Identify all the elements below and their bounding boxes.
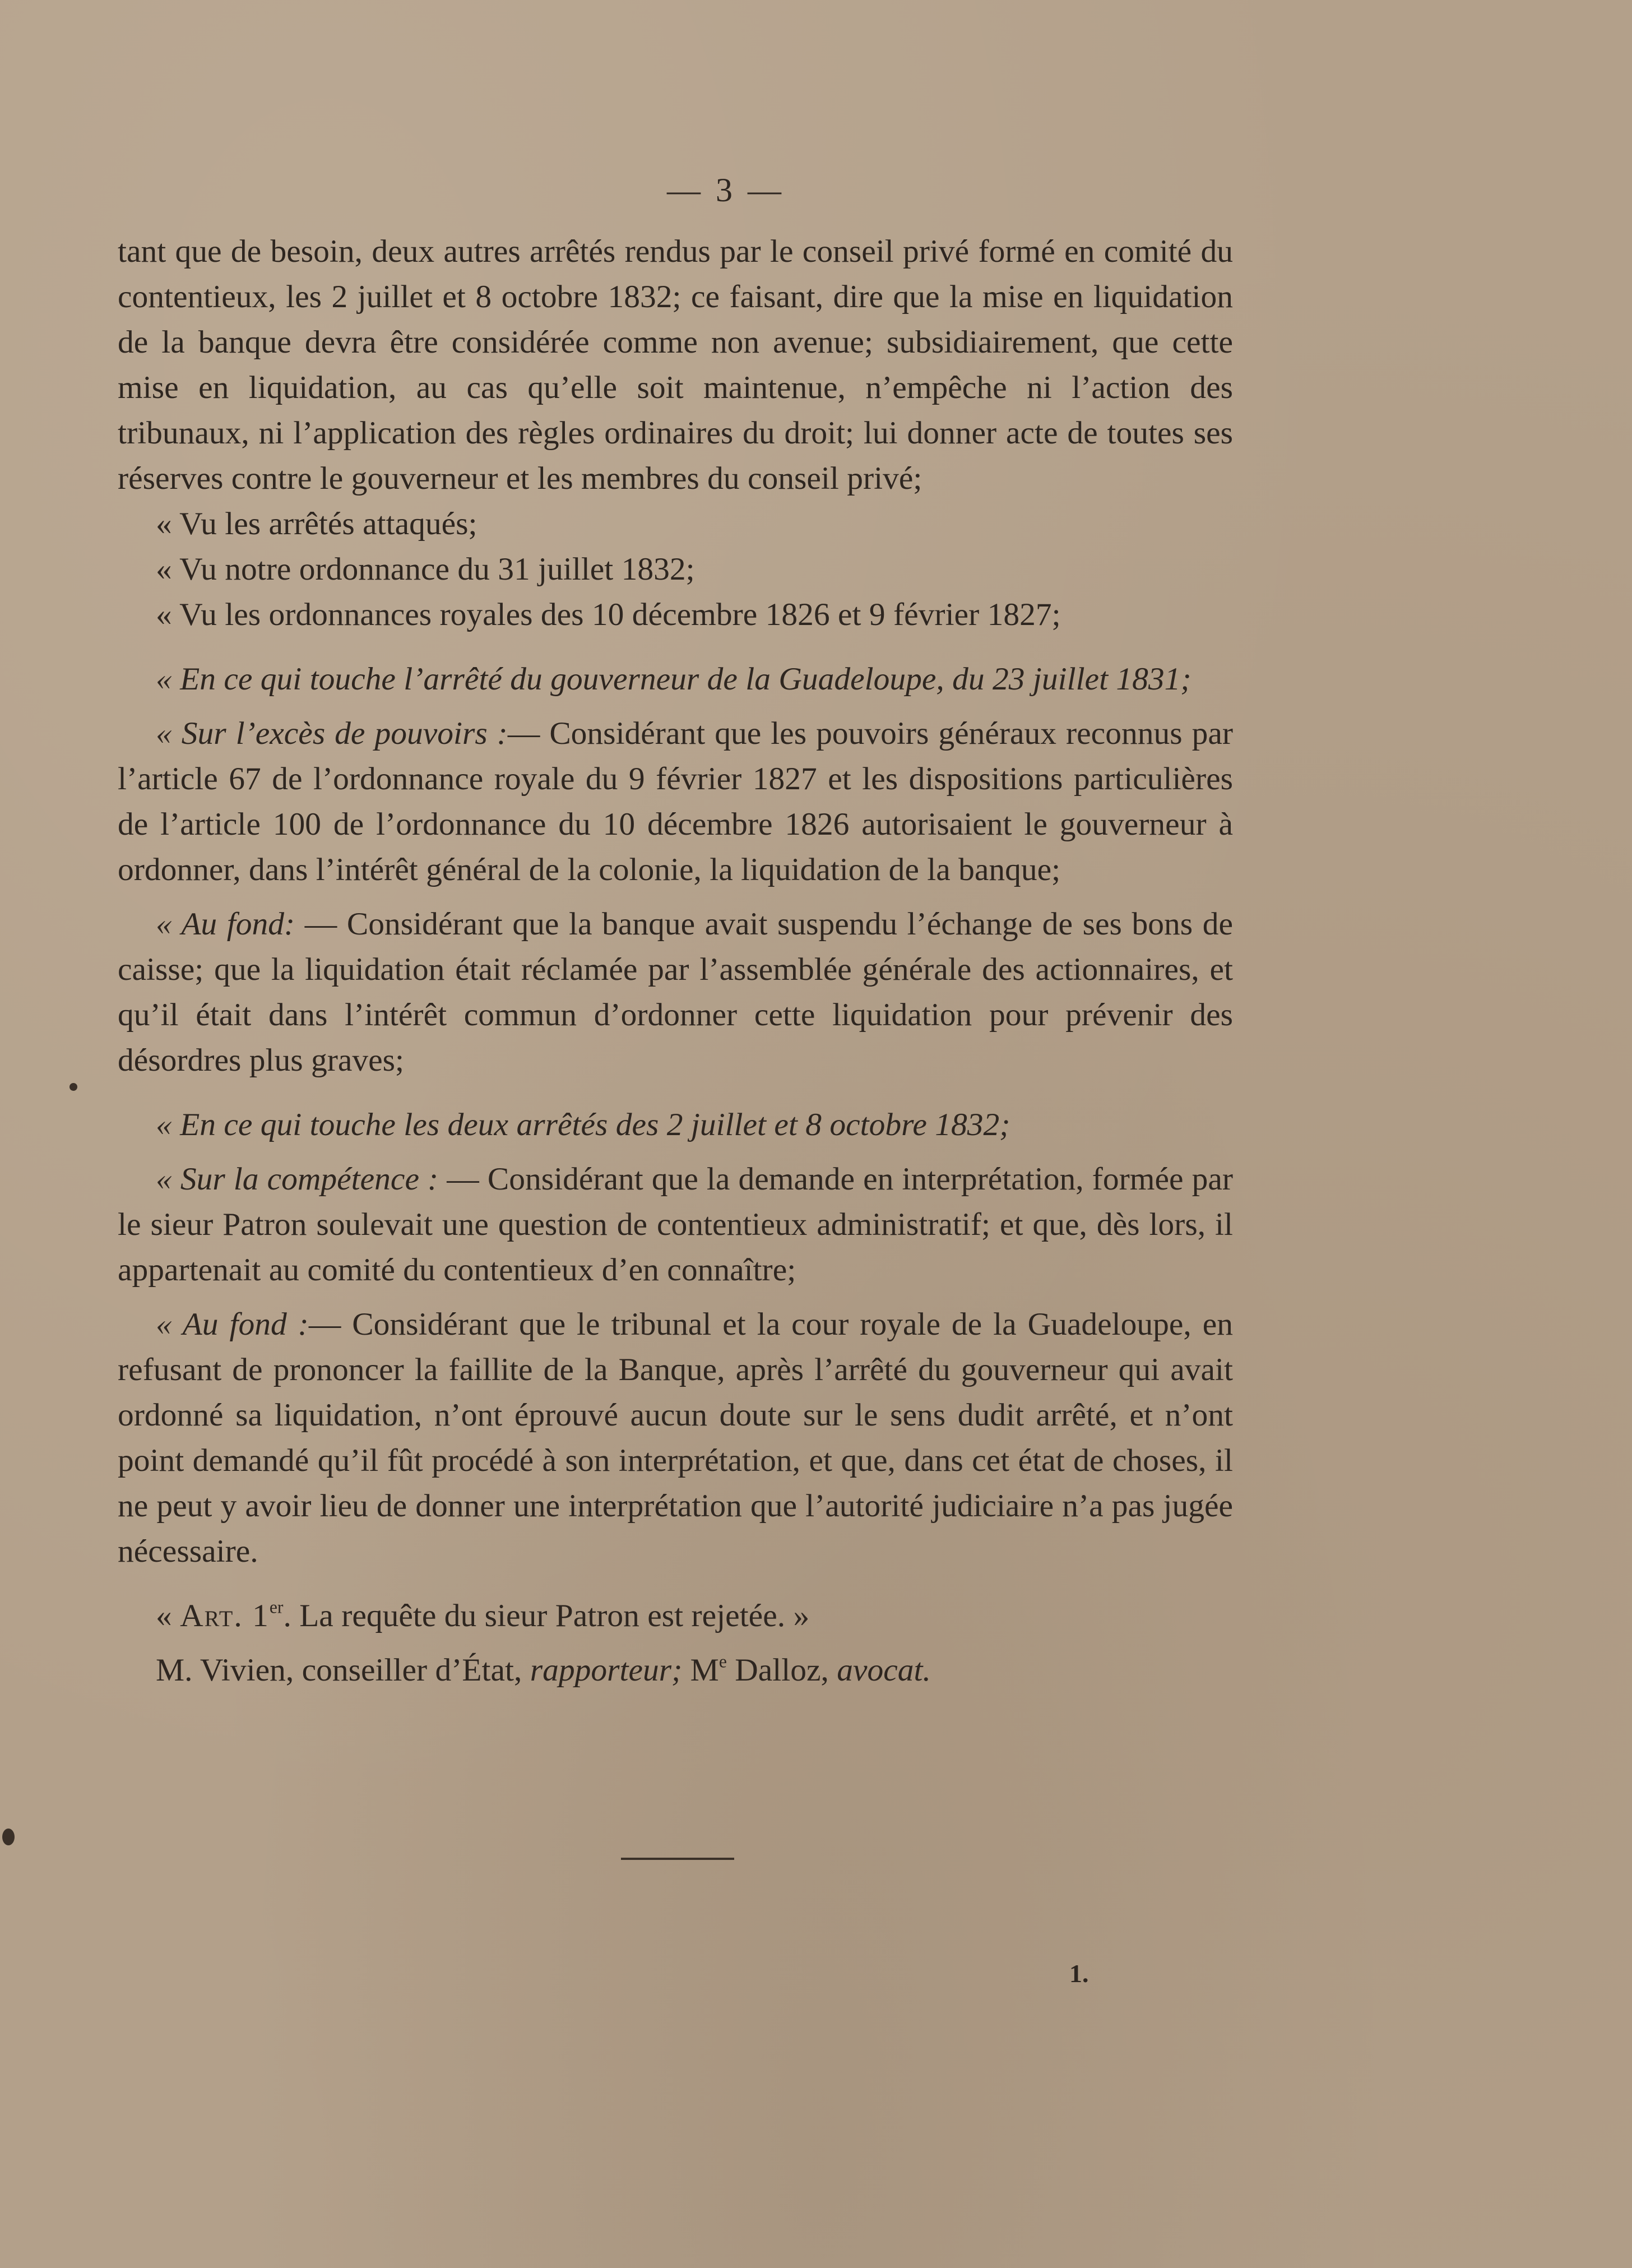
- closing-rule: [621, 1858, 734, 1860]
- label-exces-pouvoirs: « Sur l’excès de pouvoirs :: [156, 716, 508, 751]
- article-1: « Art. 1er. La requête du sieur Patron est rejetée. »: [156, 1597, 810, 1633]
- vu-ordonnance: « Vu notre ordonnance du 31 juillet 1832;: [156, 552, 695, 587]
- signatories: M. Vivien, conseiller d’État, rapporteur; Me Dalloz, avocat.: [156, 1651, 931, 1688]
- paragraph-competence: « Sur la compétence : — Considérant que la demande en interprétation, formée par le sieur Patron soulevait une question de contentieux administratif; et que, dès lors, il appartenait au comité du contentieux d’en connaître;: [118, 1161, 1234, 1288]
- heading-arretes-1832: « En ce qui touche les deux arrêtés des 2 juillet et 8 octobre 1832;: [156, 1107, 1010, 1142]
- signature-mark: 1.: [1069, 1959, 1089, 1988]
- paragraph-requests: tant que de besoin, deux autres arrêtés rendus par le conseil privé formé en comité du contentieux, les 2 juillet et 8 octobre 1832; ce faisant, dire que la mise en liquidation de la banque devra être considérée comme non avenue; subsidiairement, que cette mise en liquidation, au cas qu’elle soit maintenue, n’empêche ni l’action des tribunaux, ni l’application des règles ordinaires du droit; lui donner acte de toutes ses réserves contre le gouverneur et les membres du conseil privé;: [118, 234, 1233, 496]
- ink-speck: [69, 1083, 77, 1091]
- label-au-fond-2: « Au fond :: [156, 1307, 309, 1342]
- body-text: [118, 229, 1233, 1693]
- label-au-fond-1: « Au fond:: [156, 906, 295, 942]
- paragraph-au-fond-2: « Au fond :— Considérant que le tribunal et la cour royale de la Guadeloupe, en refusant de prononcer la faillite de la Banque, après l’arrêté du gouverneur qui avait ordonné sa liquidation, n’ont éprouvé aucun doute sur le sens dudit arrêté, et n’ont point demandé qu’il fût procédé à son interprétation, et que, dans cet état de choses, il ne peut y avoir lieu de donner une interprétation que l’autorité judiciaire n’a pas jugée nécessaire.: [118, 1307, 1233, 1569]
- vu-ordonnances-royales: « Vu les ordonnances royales des 10 décembre 1826 et 9 février 1827;: [156, 597, 1061, 632]
- page-number: — 3 —: [667, 172, 785, 209]
- label-competence: « Sur la compétence :: [156, 1161, 439, 1197]
- paragraph-exces-pouvoirs: « Sur l’excès de pouvoirs :— Considérant que les pouvoirs généraux reconnus par l’article 67 de l’ordonnance royale du 9 février 1827 et les dispositions particulières de l’article 100 de l’ordonnance du 10 décembre 1826 autorisaient le gouverneur à ordonner, dans l’intérêt général de la colonie, la liquidation de la banque;: [118, 716, 1233, 887]
- heading-arrete-1831: « En ce qui touche l’arrêté du gouverneur de la Guadeloupe, du 23 juillet 1831;: [156, 661, 1191, 697]
- vu-arretes: « Vu les arrêtés attaqués;: [156, 506, 477, 541]
- paragraph-au-fond-1: « Au fond: — Considérant que la banque avait suspendu l’échange de ses bons de caisse; que la liquidation était réclamée par l’assemblée générale des actionnaires, et qu’il était dans l’intérêt commun d’ordonner cette liquidation pour prévenir des désordres plus graves;: [118, 906, 1233, 1078]
- ink-speck: [2, 1829, 15, 1845]
